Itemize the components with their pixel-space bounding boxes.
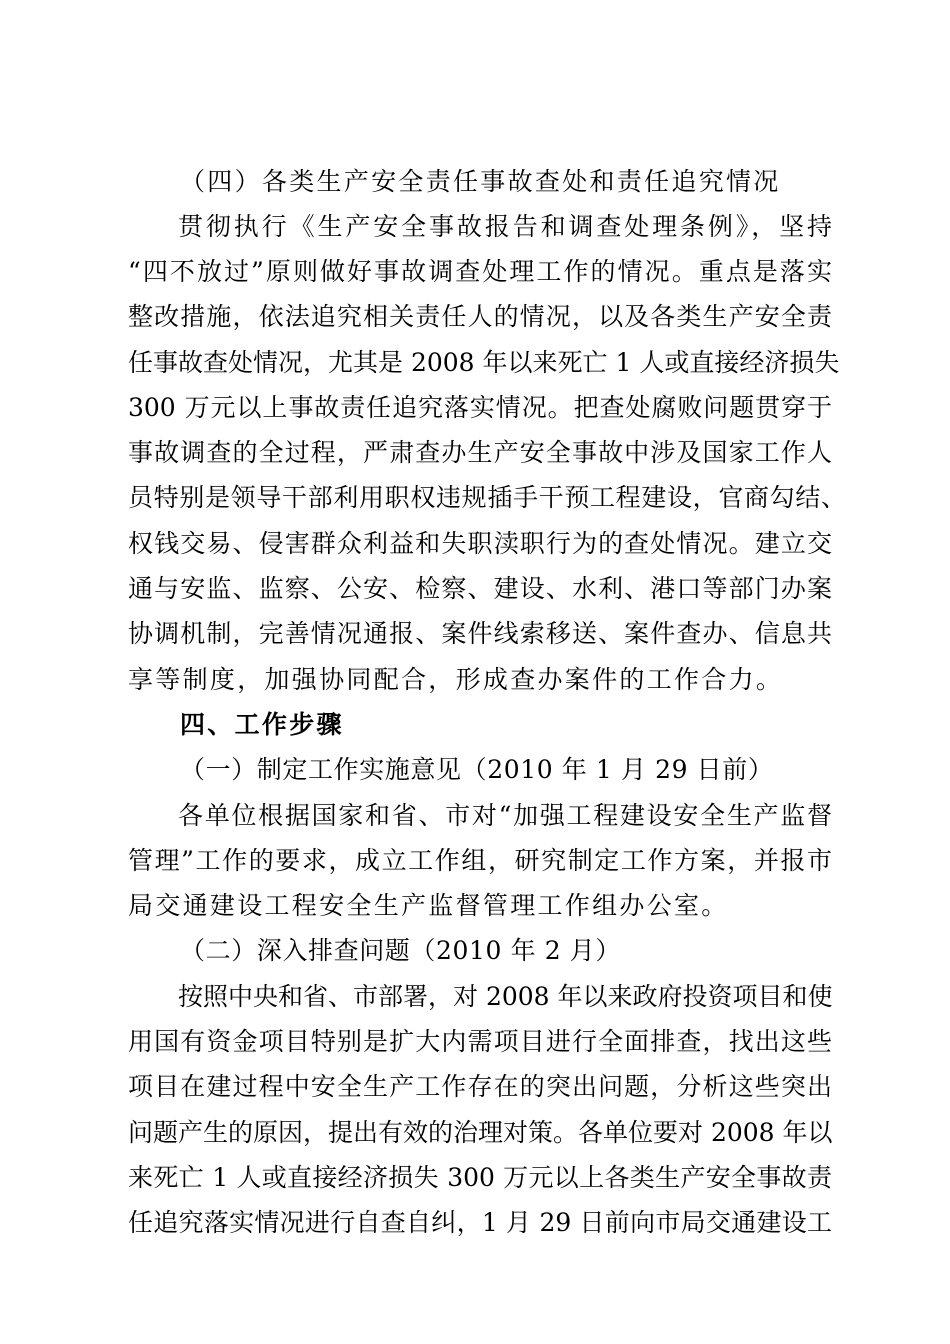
- step-one-line-1: 各单位根据国家和省、市对“加强工程建设安全生产监督: [178, 801, 832, 830]
- paragraph-line-1: 贯彻执行《生产安全事故报告和调查处理条例》，坚持: [178, 212, 832, 241]
- step-one-subheading: （一）制定工作实施意见（2010 年 1 月 29 日前）: [180, 755, 774, 784]
- step-two-line-4: 问题产生的原因，提出有效的治理对策。各单位要对 2008 年以: [128, 1118, 833, 1147]
- step-two-line-1: 按照中央和省、市部署，对 2008 年以来政府投资项目和使: [178, 982, 833, 1011]
- paragraph-line-11: 享等制度，加强协同配合，形成查办案件的工作合力。: [128, 665, 784, 694]
- step-one-line-2: 管理”工作的要求，成立工作组，研究制定工作方案，并报市: [128, 846, 832, 875]
- step-two-line-3: 项目在建过程中安全生产工作存在的突出问题，分析这些突出: [128, 1072, 832, 1101]
- step-two-subheading: （二）深入排查问题（2010 年 2 月）: [180, 936, 621, 965]
- step-two-line-2: 用国有资金项目特别是扩大内需项目进行全面排查，找出这些: [128, 1027, 832, 1056]
- paragraph-line-7: 员特别是领导干部利用职权违规插手干预工程建设，官商勾结、: [128, 483, 846, 512]
- paragraph-line-4: 任事故查处情况，尤其是 2008 年以来死亡 1 人或直接经济损失: [128, 348, 840, 377]
- paragraph-line-6: 事故调查的全过程，严肃查办生产安全事故中涉及国家工作人: [128, 438, 832, 467]
- paragraph-line-2: “四不放过”原则做好事故调查处理工作的情况。重点是落实: [128, 257, 832, 286]
- step-one-line-3: 局交通建设工程安全生产监督管理工作组办公室。: [128, 891, 729, 920]
- paragraph-line-10: 协调机制，完善情况通报、案件线索移送、案件查办、信息共: [128, 619, 832, 648]
- paragraph-line-8: 权钱交易、侵害群众利益和失职渎职行为的查处情况。建立交: [128, 529, 832, 558]
- step-two-line-5: 来死亡 1 人或直接经济损失 300 万元以上各类生产安全事故责: [128, 1163, 832, 1192]
- paragraph-line-3: 整改措施，依法追究相关责任人的情况，以及各类生产安全责: [128, 302, 832, 331]
- section-four-subheading: （四）各类生产安全责任事故查处和责任追究情况: [180, 167, 781, 196]
- paragraph-line-9: 通与安监、监察、公安、检察、建设、水利、港口等部门办案: [128, 574, 832, 603]
- step-two-line-6: 任追究落实情况进行自查自纠，1 月 29 日前向市局交通建设工: [128, 1208, 832, 1237]
- section-heading-work-steps: 四、工作步骤: [180, 710, 344, 739]
- paragraph-line-5: 300 万元以上事故责任追究落实情况。把查处腐败问题贯穿于: [128, 393, 832, 422]
